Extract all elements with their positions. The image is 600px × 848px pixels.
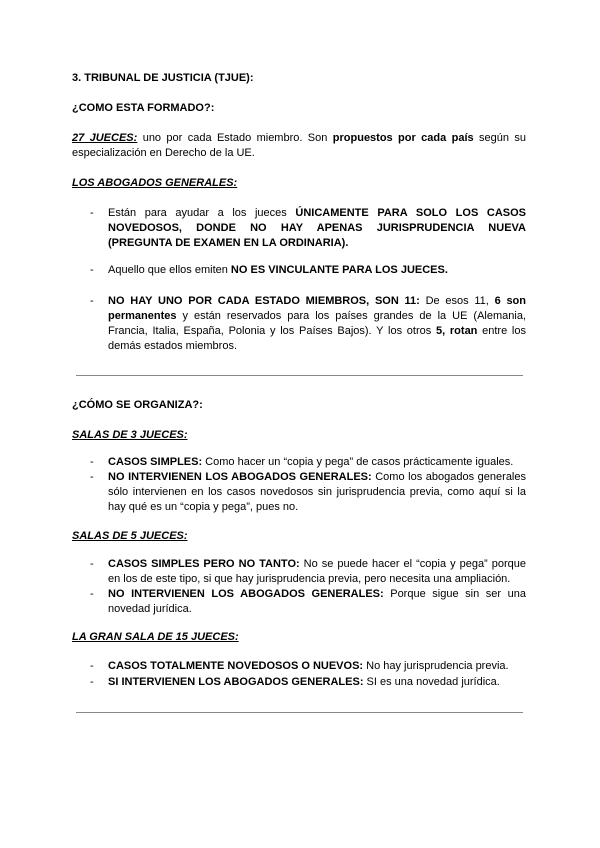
bullet-dash: - <box>90 588 94 600</box>
bullet-dash: - <box>90 456 94 468</box>
horizontal-rule <box>76 712 523 713</box>
horizontal-rule <box>76 375 523 376</box>
item-bold: SI INTERVIENEN LOS ABOGADOS GENERALES: <box>108 676 364 688</box>
item-bold: CASOS TOTALMENTE NOVEDOSOS O NUEVOS: <box>108 660 364 672</box>
list-item-text <box>108 470 526 515</box>
item-text: Están para ayudar a los jueces <box>108 207 296 219</box>
item-bold: CASOS SIMPLES: <box>108 456 203 468</box>
item-text: SI es una novedad jurídica. <box>363 676 500 688</box>
list-item-text <box>108 455 526 470</box>
bullet-dash: - <box>90 676 94 688</box>
bullet-dash: - <box>90 295 94 307</box>
section-title: 3. TRIBUNAL DE JUSTICIA (TJUE): <box>72 72 254 84</box>
item-text: Aquello que ellos emiten <box>108 264 231 276</box>
bullet-dash: - <box>90 207 94 219</box>
item-text: y están reservados para los países grandes de la UE (Alemania, Francia, Italia, España, Polonia y los Países Bajos). Y los otros <box>108 310 526 337</box>
salas5-title: SALAS DE 5 JUECES: <box>72 530 188 542</box>
item-bold: NO HAY UNO POR CADA ESTADO MIEMBROS, SON 11: <box>108 295 420 307</box>
formado-question: ¿COMO ESTA FORMADO?: <box>72 102 215 114</box>
item-bold: 5, rotan <box>436 325 478 337</box>
list-item-text <box>108 587 526 617</box>
formado-text1: uno por cada Estado miembro. Son <box>137 132 333 144</box>
item-text: De esos 11, <box>419 295 495 307</box>
item-bold: NO INTERVIENEN LOS ABOGADOS GENERALES: <box>108 471 372 483</box>
list-item-text <box>108 294 526 354</box>
item-text: No hay jurisprudencia previa. <box>363 660 509 672</box>
salas3-title: SALAS DE 3 JUECES: <box>72 429 188 441</box>
item-bold: 6 son permanentes <box>108 295 526 322</box>
gran-sala-title: LA GRAN SALA DE 15 JUECES: <box>72 631 239 643</box>
item-bold: NO INTERVIENEN LOS ABOGADOS GENERALES: <box>108 588 384 600</box>
list-item-text <box>108 557 526 587</box>
bullet-dash: - <box>90 558 94 570</box>
list-item-text <box>108 263 526 278</box>
list-item-text <box>108 659 526 674</box>
item-bold: NO ES VINCULANTE PARA LOS JUECES. <box>230 264 448 276</box>
bullet-dash: - <box>90 660 94 672</box>
organiza-question: ¿CÓMO SE ORGANIZA?: <box>72 399 203 411</box>
formado-paragraph <box>72 131 526 161</box>
item-text: Porque sigue sin ser una novedad jurídica. <box>108 588 526 615</box>
formado-bold1: propuestos por cada país <box>332 132 474 144</box>
list-item-text <box>108 206 526 251</box>
item-text: Como los abogados generales sólo intervienen en los casos novedosos sin jurisprudencia previa, como aquí si la hay qué es un “copia y pega”, pues no. <box>108 471 526 513</box>
item-text: entre los demás estados miembros. <box>108 325 526 352</box>
formado-text2: según su especialización en Derecho de la UE. <box>72 132 526 159</box>
item-bold: CASOS SIMPLES PERO NO TANTO: <box>108 558 300 570</box>
jueces-label: 27 JUECES: <box>72 132 138 144</box>
item-text: Como hacer un “copia y pega” de casos prácticamente iguales. <box>202 456 514 468</box>
bullet-dash: - <box>90 264 94 276</box>
item-text: No se puede hacer el “copia y pega” porque en los de este tipo, si que hay jurisprudencia previa, pero necesita una ampliación. <box>108 558 526 585</box>
item-bold: ÚNICAMENTE PARA SOLO LOS CASOS NOVEDOSOS, DONDE NO HAY APENAS JURISPRUDENCIA NUEVA (PREGUNTA DE EXAMEN EN LA ORDINARIA). <box>108 207 527 249</box>
bullet-dash: - <box>90 471 94 483</box>
abogados-title: LOS ABOGADOS GENERALES: <box>72 177 238 189</box>
list-item-text <box>108 675 526 690</box>
